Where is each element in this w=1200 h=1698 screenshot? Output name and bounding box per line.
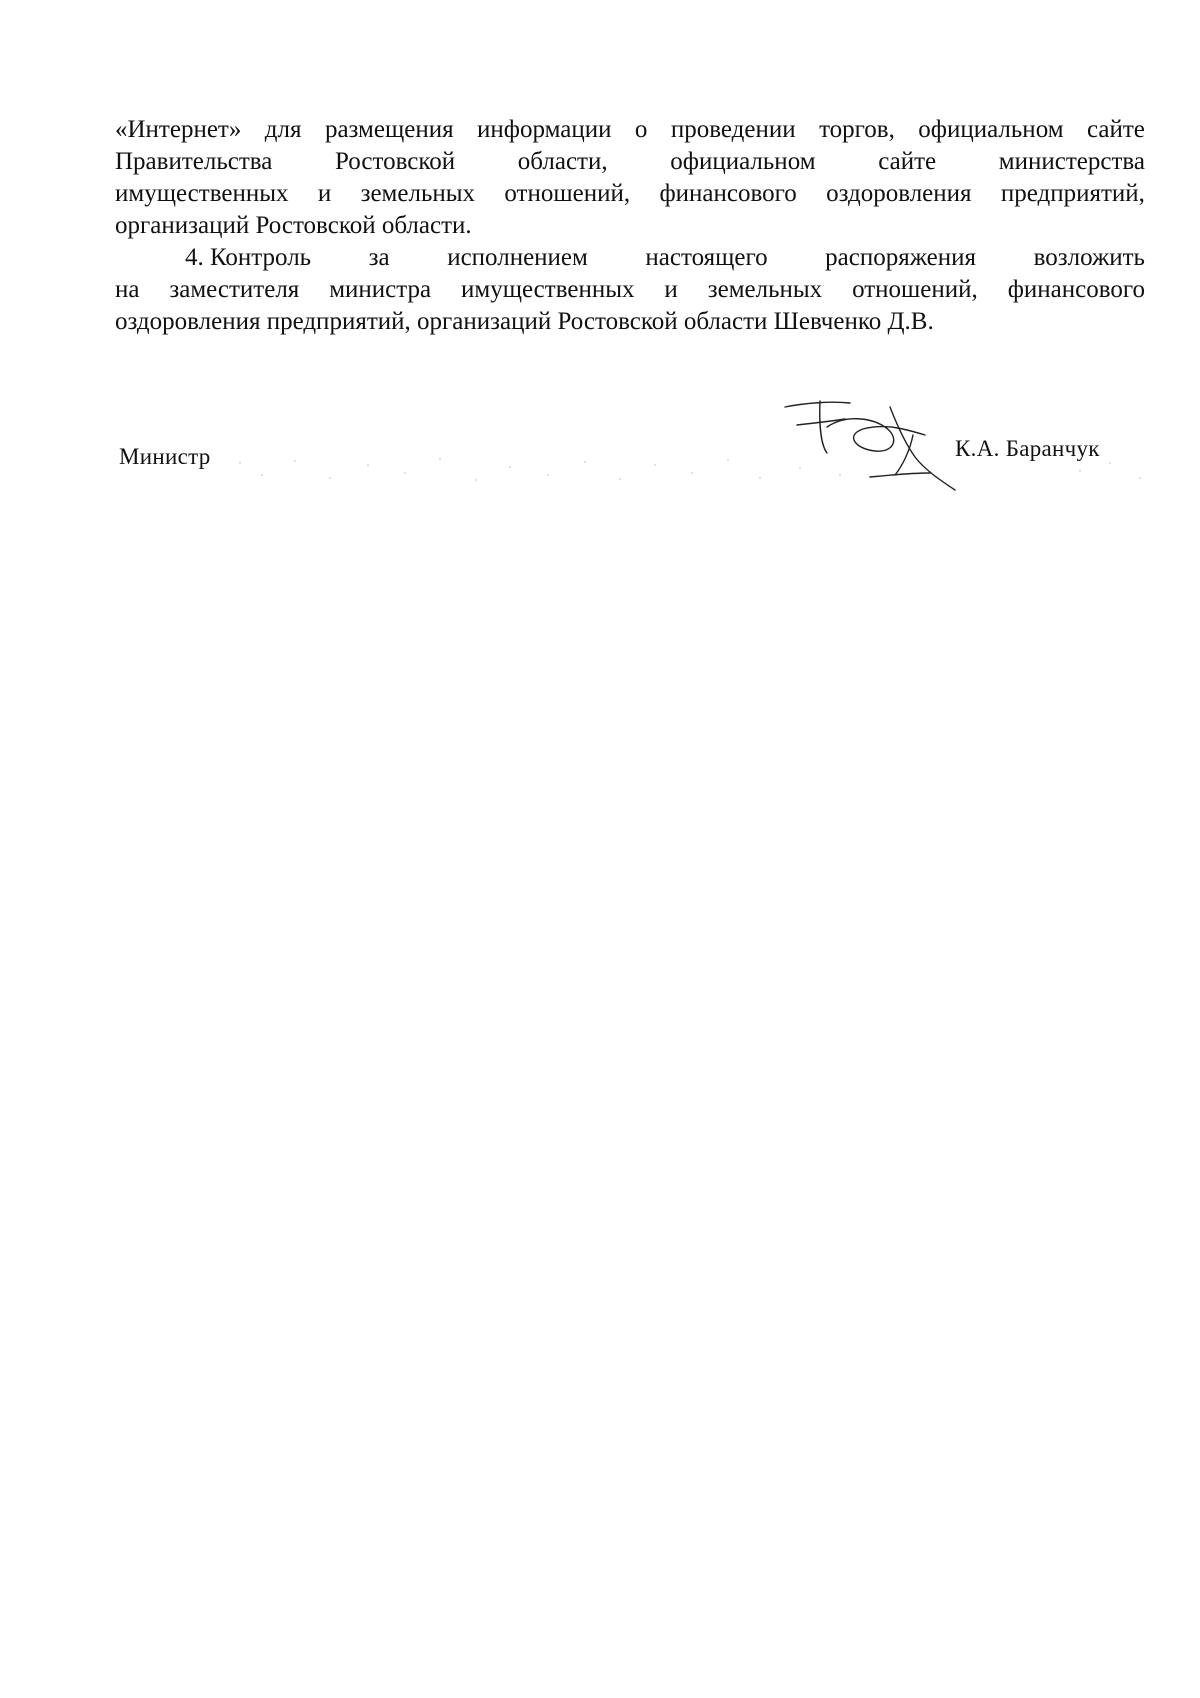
p3-line-4: организаций Ростовской области. <box>115 212 472 239</box>
signature-block <box>0 395 1200 505</box>
p3-line-3: имущественных и земельных отношений, финансового оздоровления предприятий, <box>115 180 1145 207</box>
p4-line-1: 4. Контроль за исполнением настоящего распоряжения возложить <box>115 242 1145 274</box>
signatory-title: Министр <box>119 444 211 469</box>
signatory-name: К.А. Баранчук <box>955 436 1100 461</box>
document-body <box>115 114 1145 338</box>
p4-line-2: на заместителя министра имущественных и земельных отношений, финансового <box>115 276 1145 303</box>
p4-line-3: оздоровления предприятий, организаций Ростовской области Шевченко Д.В. <box>115 308 934 335</box>
p3-line-1: «Интернет» для размещения информации о проведении торгов, официальном сайте <box>115 116 1145 143</box>
p3-line-2: Правительства Ростовской области, официальном сайте министерства <box>115 148 1145 175</box>
paragraph-number: 4. <box>185 244 204 271</box>
